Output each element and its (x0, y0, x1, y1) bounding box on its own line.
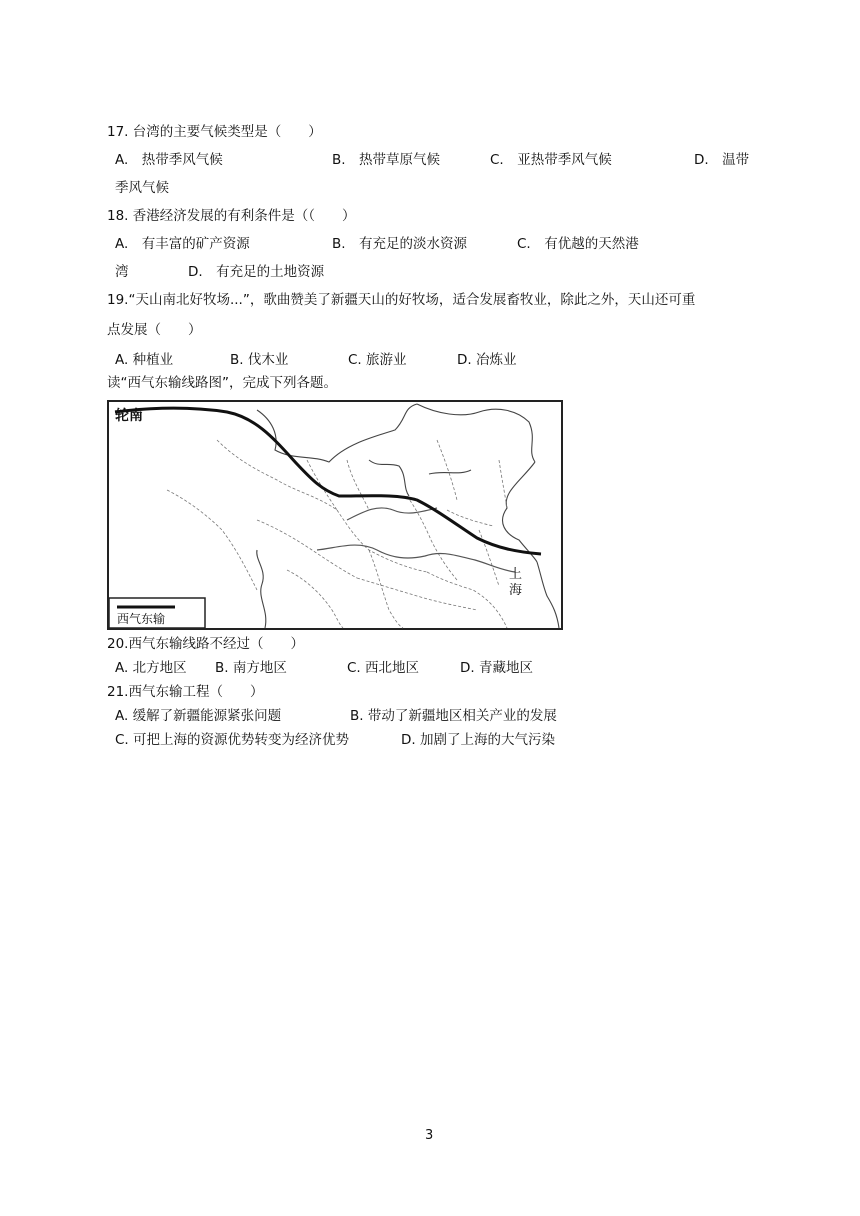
q20-option-a[interactable]: A. 北方地区 (115, 660, 187, 676)
map-intro: 读“西气东输线路图”，完成下列各题。 (107, 375, 337, 391)
q17-option-d-continued: 季风气候 (115, 180, 169, 196)
map-label-shanghai-2: 海 (509, 583, 523, 598)
map-label-shanghai-1: 上 (509, 567, 523, 582)
q18-option-c[interactable]: C. 有优越的天然港 (517, 236, 639, 252)
west-east-gas-pipeline-map (107, 400, 563, 630)
q20-option-d[interactable]: D. 青藏地区 (460, 660, 533, 676)
q19-option-a[interactable]: A. 种植业 (115, 352, 174, 368)
q21-option-c[interactable]: C. 可把上海的资源优势转变为经济优势 (115, 732, 350, 748)
q17-option-d[interactable]: D. 温带 (694, 152, 750, 168)
map-label-lunnan: 轮南 (115, 408, 143, 424)
q20-stem: 20.西气东输线路不经过（ ） (107, 636, 304, 652)
q18-stem: 18. 香港经济发展的有利条件是（（ ） (107, 208, 356, 224)
q21-option-d[interactable]: D. 加剧了上海的大气污染 (401, 732, 555, 748)
map-legend-label: 西气东输 (117, 612, 166, 626)
q19-stem-line1: 19.“天山南北好牧场...”，歌曲赞美了新疆天山的好牧场，适合发展畜牧业，除此之外，天山还可重 (107, 292, 696, 308)
q18-option-c-continued: 湾 (115, 264, 129, 280)
q21-option-a[interactable]: A. 缓解了新疆能源紧张问题 (115, 708, 282, 724)
q21-option-b[interactable]: B. 带动了新疆地区相关产业的发展 (350, 708, 557, 724)
q17-option-c[interactable]: C. 亚热带季风气候 (490, 152, 612, 168)
q19-stem-line2: 点发展（ ） (107, 322, 202, 338)
q19-option-c[interactable]: C. 旅游业 (348, 352, 407, 368)
q17-option-a[interactable]: A. 热带季风气候 (115, 152, 223, 168)
q20-option-b[interactable]: B. 南方地区 (215, 660, 287, 676)
q19-option-d[interactable]: D. 冶炼业 (457, 352, 517, 368)
q21-stem: 21.西气东输工程（ ） (107, 684, 264, 700)
q20-option-c[interactable]: C. 西北地区 (347, 660, 420, 676)
q18-option-b[interactable]: B. 有充足的淡水资源 (332, 236, 468, 252)
q18-option-d[interactable]: D. 有充足的土地资源 (188, 264, 325, 280)
q19-option-b[interactable]: B. 伐木业 (230, 352, 289, 368)
q17-stem: 17. 台湾的主要气候类型是（ ） (107, 124, 322, 140)
page-number: 3 (425, 1128, 434, 1143)
q18-option-a[interactable]: A. 有丰富的矿产资源 (115, 236, 250, 252)
q17-option-b[interactable]: B. 热带草原气候 (332, 152, 441, 168)
